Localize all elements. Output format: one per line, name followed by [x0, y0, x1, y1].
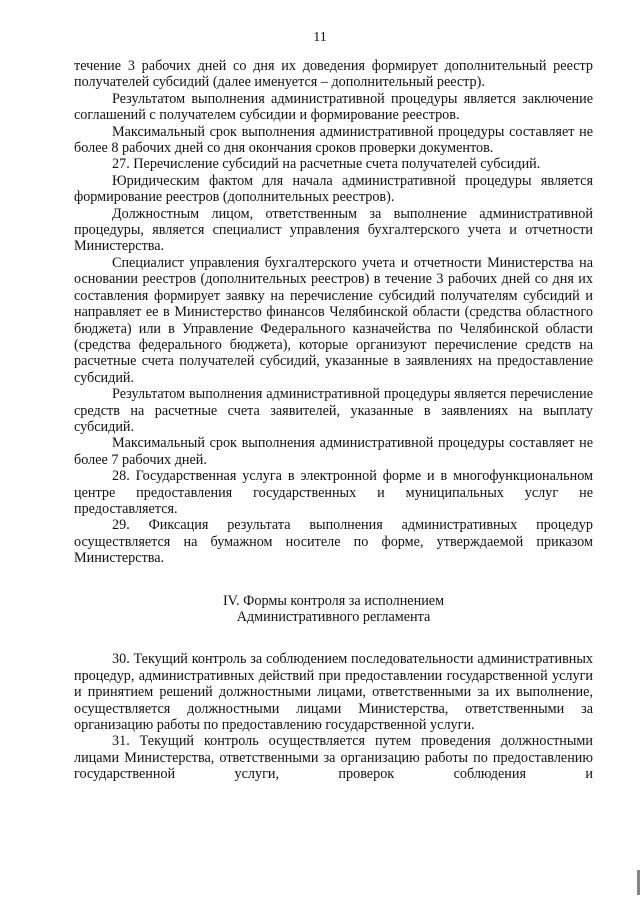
paragraph: Должностным лицом, ответственным за выполнение административной процедуры, является специалист управления бухгалтерского учета и отчетности Министерства.	[74, 205, 593, 255]
section-heading-line1: IV. Формы контроля за исполнением	[222, 592, 445, 609]
section-heading-line2: Административного регламента	[236, 609, 431, 625]
paragraphs-top	[74, 58, 593, 567]
paragraph: Максимальный срок выполнения административной процедуры составляет не более 7 рабочих дней.	[74, 435, 593, 468]
paragraph: 28. Государственная услуга в электронной форме и в многофункциональном центре предоставления государственных и муниципальных услуг не предоставляется.	[74, 468, 593, 517]
paragraph: Юридическим фактом для начала административной процедуры является формирование реестров (дополнительных реестров).	[74, 172, 593, 206]
paragraphs-bottom	[74, 651, 593, 782]
paragraph: Максимальный срок выполнения административной процедуры составляет не более 8 рабочих дней со дня окончания сроков проверки документов.	[74, 123, 593, 157]
paragraph: Результатом выполнения административной процедуры является перечисление средств на расчетные счета заявителей, указанные в заявлениях на выплату субсидий.	[74, 386, 593, 435]
paragraph: Специалист управления бухгалтерского учета и отчетности Министерства на основании реестров (дополнительных реестров) в течение 3 рабочих дней со дня их составления формирует заявку на перечисление субсидий получателям субсидий и направляет ее в Министерство финансов Челябинской области (средства областного бюджета) или в Управление Федерального казначейства по Челябинской области (средства федерального бюджета), которые организуют перечисление средств на расчетные счета получателей субсидий, указанные в заявлениях на предоставление субсидий.	[74, 254, 593, 386]
paragraph: 31. Текущий контроль осуществляется путем проведения должностными лицами Министерства, ответственными за организацию работы по предоставлению государственной услуги, проверок соблюдения и	[74, 733, 593, 783]
paragraph: Результатом выполнения административной процедуры является заключение соглашений с получателем субсидии и формирование реестров.	[74, 90, 593, 124]
paragraph: 29. Фиксация результата выполнения административных процедур осуществляется на бумажном носителе по форме, утверждаемой приказом Министерства.	[74, 517, 593, 567]
paragraph: течение 3 рабочих дней со дня их доведения формирует дополнительный реестр получателей субсидий (далее именуется – дополнительный реестр).	[74, 58, 593, 91]
page-number: 11	[313, 30, 327, 45]
paragraph: 27. Перечисление субсидий на расчетные счета получателей субсидий.	[112, 156, 541, 173]
paragraph: 30. Текущий контроль за соблюдением последовательности административных процедур, административных действий при предоставлении государственной услуги и принятием решений должностными лицами, ответственными за их выполнение, осуществляется должностными лицами Министерства, ответственными за организацию работы по предоставлению государственной услуги.	[74, 651, 593, 734]
document-body	[74, 58, 593, 783]
